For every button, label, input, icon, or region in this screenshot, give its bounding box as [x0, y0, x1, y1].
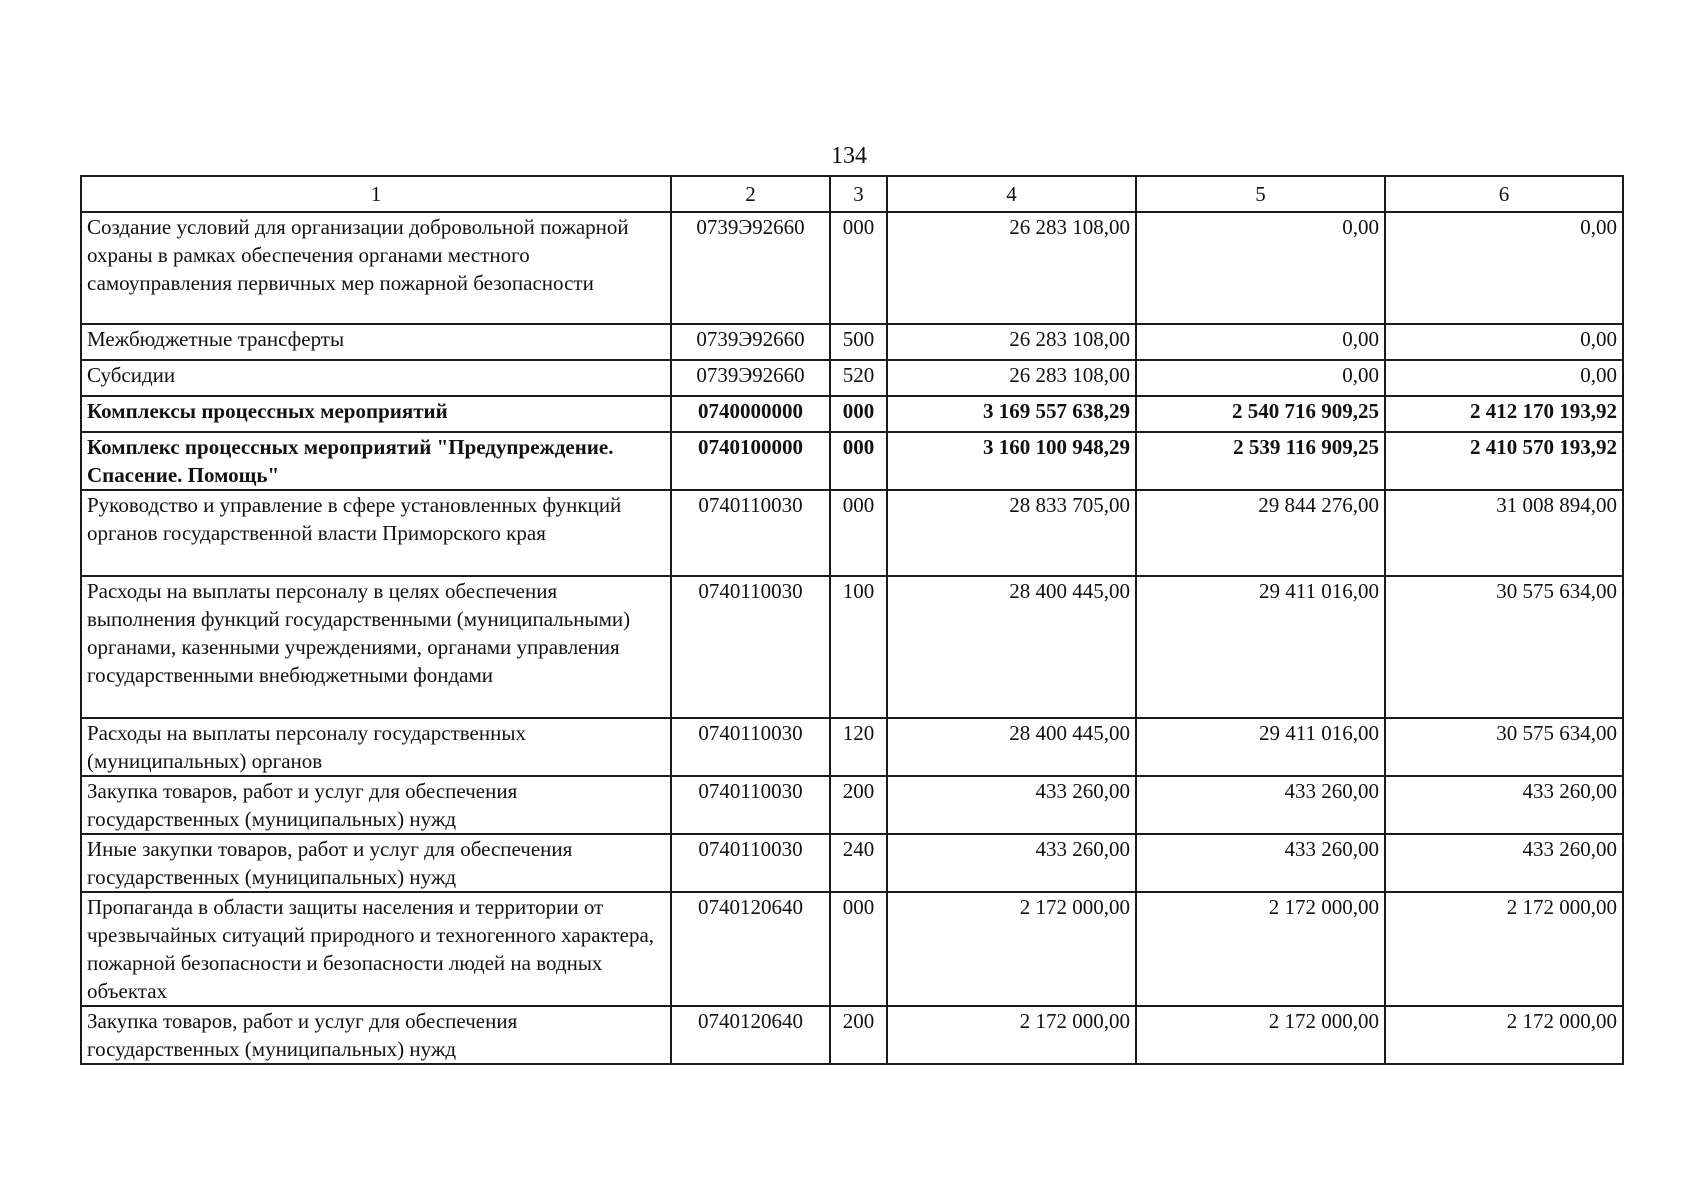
row-code-cell: 0740120640 [671, 892, 830, 1006]
table-row [81, 360, 1623, 396]
row-code-cell: 0740110030 [671, 776, 830, 834]
row-amount-year1-cell: 26 283 108,00 [887, 360, 1136, 396]
table-row [81, 892, 1623, 1006]
row-amount-year3-cell: 2 172 000,00 [1385, 1006, 1623, 1064]
table-row [81, 432, 1623, 490]
row-name-cell: Комплексы процессных мероприятий [81, 396, 671, 432]
table-row [81, 576, 1623, 718]
row-amount-year3-cell: 433 260,00 [1385, 776, 1623, 834]
row-amount-year1-cell: 3 160 100 948,29 [887, 432, 1136, 490]
row-kvr-cell: 120 [830, 718, 887, 776]
row-name-cell: Иные закупки товаров, работ и услуг для обеспечения государственных (муниципальных) нужд [81, 834, 671, 892]
row-amount-year1-cell: 2 172 000,00 [887, 892, 1136, 1006]
table-row [81, 1006, 1623, 1064]
row-name-cell: Субсидии [81, 360, 671, 396]
row-amount-year2-cell: 433 260,00 [1136, 834, 1385, 892]
column-header: 1 [81, 176, 671, 212]
row-kvr-cell: 520 [830, 360, 887, 396]
row-name-cell: Создание условий для организации добровольной пожарной охраны в рамках обеспечения органами местного самоуправления первичных мер пожарной безопасности [81, 212, 671, 324]
row-code-cell: 0740000000 [671, 396, 830, 432]
table-row [81, 776, 1623, 834]
column-header: 6 [1385, 176, 1623, 212]
header-row [81, 176, 1623, 212]
table-row [81, 324, 1623, 360]
row-amount-year1-cell: 26 283 108,00 [887, 212, 1136, 324]
row-kvr-cell: 240 [830, 834, 887, 892]
row-kvr-cell: 000 [830, 432, 887, 490]
row-amount-year2-cell: 2 539 116 909,25 [1136, 432, 1385, 490]
row-amount-year2-cell: 0,00 [1136, 212, 1385, 324]
row-kvr-cell: 000 [830, 490, 887, 576]
row-kvr-cell: 000 [830, 396, 887, 432]
row-amount-year2-cell: 29 411 016,00 [1136, 718, 1385, 776]
row-code-cell: 0740120640 [671, 1006, 830, 1064]
column-header: 4 [887, 176, 1136, 212]
row-amount-year3-cell: 2 172 000,00 [1385, 892, 1623, 1006]
row-amount-year1-cell: 433 260,00 [887, 834, 1136, 892]
row-code-cell: 0740110030 [671, 490, 830, 576]
row-name-cell: Комплекс процессных мероприятий "Предупреждение. Спасение. Помощь" [81, 432, 671, 490]
row-name-cell: Расходы на выплаты персоналу государственных (муниципальных) органов [81, 718, 671, 776]
row-amount-year3-cell: 0,00 [1385, 212, 1623, 324]
table-body [81, 212, 1623, 1064]
row-code-cell: 0740110030 [671, 834, 830, 892]
row-amount-year3-cell: 0,00 [1385, 360, 1623, 396]
row-amount-year2-cell: 29 844 276,00 [1136, 490, 1385, 576]
column-header: 3 [830, 176, 887, 212]
table-row [81, 718, 1623, 776]
table-row [81, 490, 1623, 576]
table-row [81, 212, 1623, 324]
row-kvr-cell: 000 [830, 892, 887, 1006]
row-name-cell: Закупка товаров, работ и услуг для обеспечения государственных (муниципальных) нужд [81, 1006, 671, 1064]
row-amount-year1-cell: 28 400 445,00 [887, 718, 1136, 776]
row-amount-year1-cell: 26 283 108,00 [887, 324, 1136, 360]
column-header: 5 [1136, 176, 1385, 212]
row-kvr-cell: 100 [830, 576, 887, 718]
row-amount-year3-cell: 30 575 634,00 [1385, 576, 1623, 718]
row-name-cell: Руководство и управление в сфере установленных функций органов государственной власти Приморского края [81, 490, 671, 576]
row-code-cell: 0740100000 [671, 432, 830, 490]
row-code-cell: 0739Э92660 [671, 360, 830, 396]
row-kvr-cell: 200 [830, 1006, 887, 1064]
row-amount-year1-cell: 433 260,00 [887, 776, 1136, 834]
row-amount-year2-cell: 0,00 [1136, 360, 1385, 396]
row-name-cell: Расходы на выплаты персоналу в целях обеспечения выполнения функций государственными (муниципальными) органами, казенными учреждениями, органами управления государственными внебюджетными фондами [81, 576, 671, 718]
table-row [81, 834, 1623, 892]
row-amount-year2-cell: 433 260,00 [1136, 776, 1385, 834]
row-amount-year3-cell: 2 410 570 193,92 [1385, 432, 1623, 490]
row-kvr-cell: 500 [830, 324, 887, 360]
row-amount-year3-cell: 2 412 170 193,92 [1385, 396, 1623, 432]
budget-table [80, 175, 1624, 1065]
row-amount-year2-cell: 2 172 000,00 [1136, 892, 1385, 1006]
row-amount-year3-cell: 31 008 894,00 [1385, 490, 1623, 576]
row-amount-year2-cell: 29 411 016,00 [1136, 576, 1385, 718]
row-code-cell: 0740110030 [671, 576, 830, 718]
row-amount-year3-cell: 30 575 634,00 [1385, 718, 1623, 776]
row-name-cell: Пропаганда в области защиты населения и территории от чрезвычайных ситуаций природного и техногенного характера, пожарной безопасности и безопасности людей на водных объектах [81, 892, 671, 1006]
row-name-cell: Межбюджетные трансферты [81, 324, 671, 360]
row-amount-year3-cell: 433 260,00 [1385, 834, 1623, 892]
row-code-cell: 0739Э92660 [671, 324, 830, 360]
row-kvr-cell: 200 [830, 776, 887, 834]
table-row [81, 396, 1623, 432]
column-header: 2 [671, 176, 830, 212]
row-code-cell: 0739Э92660 [671, 212, 830, 324]
row-name-cell: Закупка товаров, работ и услуг для обеспечения государственных (муниципальных) нужд [81, 776, 671, 834]
row-kvr-cell: 000 [830, 212, 887, 324]
row-amount-year2-cell: 0,00 [1136, 324, 1385, 360]
row-amount-year1-cell: 28 400 445,00 [887, 576, 1136, 718]
row-amount-year1-cell: 2 172 000,00 [887, 1006, 1136, 1064]
row-amount-year2-cell: 2 540 716 909,25 [1136, 396, 1385, 432]
page-number: 134 [831, 143, 867, 169]
row-amount-year3-cell: 0,00 [1385, 324, 1623, 360]
row-amount-year1-cell: 28 833 705,00 [887, 490, 1136, 576]
row-amount-year2-cell: 2 172 000,00 [1136, 1006, 1385, 1064]
row-amount-year1-cell: 3 169 557 638,29 [887, 396, 1136, 432]
row-code-cell: 0740110030 [671, 718, 830, 776]
